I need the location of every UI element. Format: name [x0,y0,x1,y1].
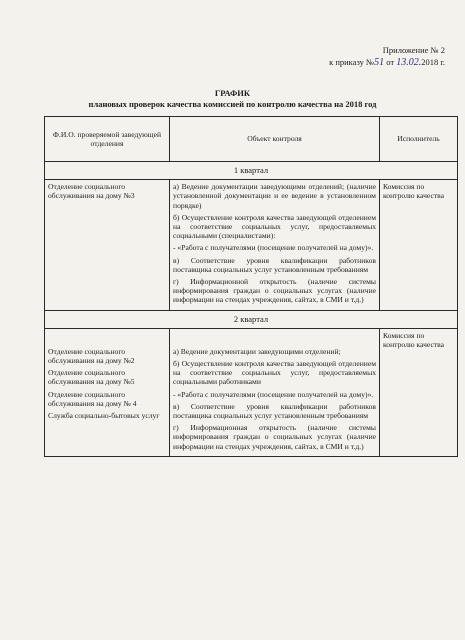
department-name: Отделение социального обслуживания на дому № 4 [48,389,137,408]
order-line [329,56,445,69]
order-year: 2018 г. [421,57,445,67]
schedule-table [44,116,458,457]
header-executor: Исполнитель [380,117,458,162]
control-item: а) Ведение документации заведующими отделений; (наличие установленной документации и ее ведение в установленном порядке) [173,182,376,210]
order-number: 51 [374,57,385,68]
executor-cell: Комиссия по контролю качества [380,180,458,310]
control-item: - «Работа с получателями (посещение получателей на дому)». [173,243,374,253]
control-object-cell [170,328,380,456]
quarter-row [45,310,458,328]
quarter-1-label: 1 квартал [45,162,458,180]
department-name: Служба социально-бытовых услуг [48,411,160,421]
order-from: от [386,57,395,67]
department-name: Отделение социального обслуживания на дому №5 [48,368,135,387]
quarter-row [45,162,458,180]
title-subheading: плановых проверок качества комиссией по контролю качества на 2018 год [88,99,377,109]
control-item: в) Соответствие уровня квалификации работников поставщика социальных услуг установленным требованиям [173,401,376,421]
appendix-block [329,44,445,69]
department-name: Отделение социального обслуживания на дому №2 [48,346,135,366]
table-row [45,180,458,310]
order-date: 13.02. [396,57,422,68]
control-item: г) Информационной открытость (наличие системы информирования граждан о социальных услугах (наличие информации на стендах учреждения, сайтах, в СМИ и т.д.) [173,277,376,305]
table-row [45,328,458,456]
department-cell [45,180,170,310]
order-prefix: к приказу № [329,57,375,67]
control-item: б) Осуществление контроля качества заведующей отделением на соответствие социальных услуг, предоставляемых социальными (специалистами): [173,212,376,241]
title-heading: ГРАФИК [214,88,251,98]
department-cell [45,328,170,456]
control-item: а) Ведение документации заведующими отделений; [173,346,341,356]
control-item: б) Осуществление контроля качества заведующей отделением на соответствие социальных услуг, предоставляемых социальными работниками [173,359,376,387]
control-item: г) Информационная открытость (наличие системы информирования граждан о социальных услугах (наличие информации на стендах учреждения, сайтах, в СМИ и т.д.) [173,423,376,451]
control-object-cell [170,180,380,310]
appendix-label: Приложение № 2 [382,45,445,55]
control-item: в) Соответствие уровня квалификации работников поставщика социальных услуг установленным требованиям [173,255,376,274]
header-object: Объект контроля [170,117,380,162]
quarter-2-label: 2 квартал [45,310,458,328]
executor-cell: Комиссия по контролю качества [380,328,458,456]
control-item: - «Работа с получателями (посещение получателей на дому)». [173,389,374,399]
table-header-row [45,117,458,162]
department-name: Отделение социального обслуживания на дому №3 [48,182,135,201]
header-name: Ф.И.О. проверяемой заведующей отделения [45,117,170,162]
document-title [0,88,465,110]
